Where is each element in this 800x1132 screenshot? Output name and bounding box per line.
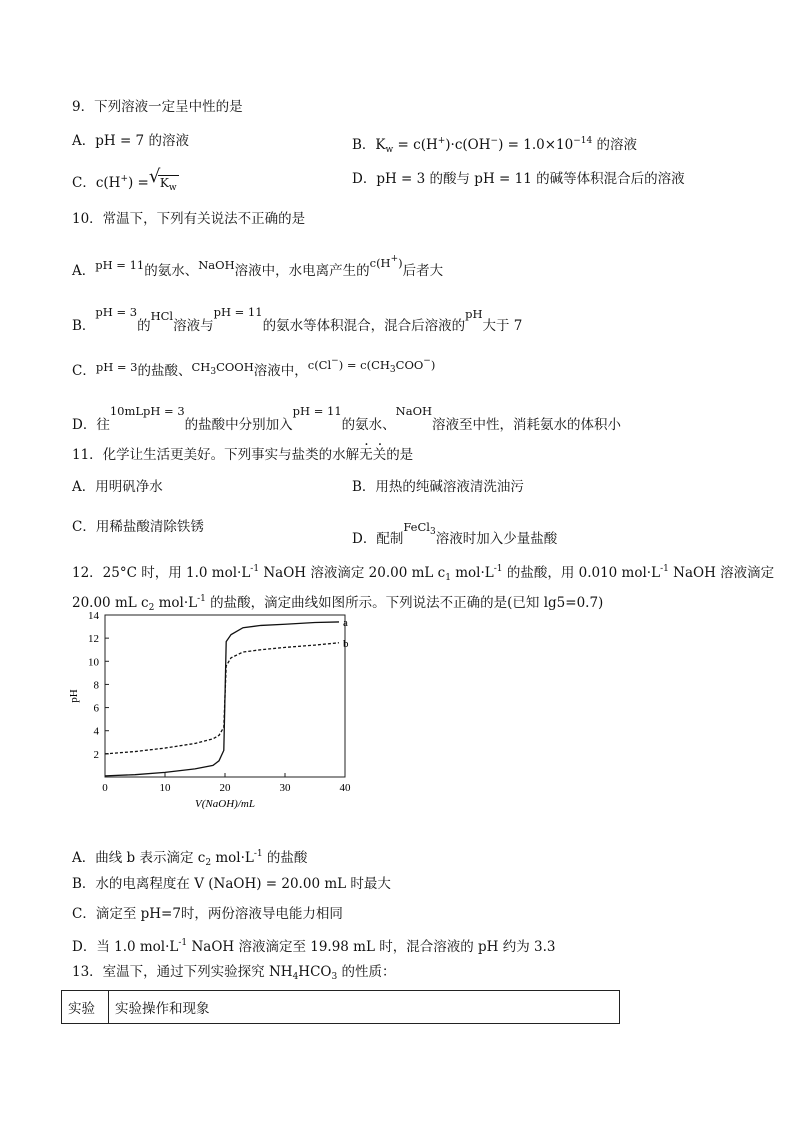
q11-stem: 11．化学让生活更美好。下列事实与盐类的水解无关的是 bbox=[72, 447, 414, 463]
x-tick-label: 0 bbox=[102, 782, 108, 794]
y-tick-label: 12 bbox=[88, 633, 99, 646]
y-tick-label: 6 bbox=[93, 702, 99, 715]
q10-option-b: B．pH = 3的HCl溶液与pH = 11的氨水等体积混合，混合后溶液的pH大于 7 bbox=[72, 305, 523, 334]
x-tick-label: 10 bbox=[159, 782, 171, 794]
q11-option-a: A．用明矾净水 bbox=[72, 479, 163, 495]
q12-stem-line1: 12．25°C 时，用 1.0 $mol\cdot L^{-1}$ NaOH 溶液滴定 20.00 mL $c_1$ $mol\cdot L^{-1}$ 的盐酸，用 0.010 $mol\cdot L^{-1}$ NaOH 溶液滴定 bbox=[72, 564, 775, 583]
table-row bbox=[62, 991, 620, 1024]
q9-option-d: D．pH = 3 的酸与 pH = 11 的碱等体积混合后的溶液 bbox=[352, 171, 685, 187]
table-header-procedure: 实验操作和现象 bbox=[109, 991, 620, 1024]
q12-stem-line2: 20.00 mL $c_2$ $mol\cdot L^{-1}$ 的盐酸，滴定曲线如图所示。下列说法不正确的是(已知 lg5=0.7) bbox=[72, 594, 604, 613]
q9-option-b: B．$K_w = c(H^+)\cdot c(OH^-) = 1.0\times 10^{-14}$ 的溶液 bbox=[352, 136, 637, 155]
q10-stem: 10．常温下，下列有关说法不正确的是 bbox=[72, 211, 306, 227]
table-header-experiment: 实验 bbox=[62, 991, 109, 1024]
q13-table bbox=[61, 990, 620, 1024]
q12-option-b: B．水的电离程度在 V (NaOH) = 20.00 mL 时最大 bbox=[72, 876, 391, 892]
y-tick-label: 2 bbox=[93, 748, 99, 761]
x-tick-label: 30 bbox=[279, 782, 291, 794]
x-tick-label: 20 bbox=[219, 782, 231, 794]
q12-option-d: D．当 1.0 $mol\cdot L^{-1}$ NaOH 溶液滴定至 19.98 mL 时，混合溶液的 pH 约为 3.3 bbox=[72, 938, 556, 955]
y-tick-label: 14 bbox=[88, 610, 99, 622]
sqrt-symbol: √ $K_w$ bbox=[148, 166, 177, 193]
q9-option-a: A．pH = 7 的溶液 bbox=[72, 133, 189, 149]
series-line-b bbox=[105, 643, 339, 754]
series-label-b: b bbox=[343, 637, 349, 650]
series-label-a: a bbox=[343, 616, 348, 629]
q10-option-c: C．pH = 3的盐酸、$CH_3COOH$溶液中，$c(Cl^-) = c(CH_3COO^-)$ bbox=[72, 356, 436, 379]
x-axis-label: V(NaOH)/mL bbox=[195, 798, 255, 810]
y-tick-label: 8 bbox=[93, 679, 99, 692]
q9-stem: 9．下列溶液一定呈中性的是 bbox=[72, 99, 243, 115]
q12-option-c: C．滴定至 pH=7时，两份溶液导电能力相同 bbox=[72, 906, 343, 922]
y-axis-label: pH bbox=[68, 689, 80, 703]
q10-option-d: D．往10mLpH = 3的盐酸中分别加入pH = 11的氨水、NaOH溶液至中性，消耗氨水的体积小 bbox=[72, 404, 622, 433]
q10-option-a: A．pH = 11的氨水、NaOH溶液中，水电离产生的c(H+)后者大 bbox=[72, 254, 444, 279]
x-tick-label: 40 bbox=[339, 782, 351, 794]
y-tick-label: 10 bbox=[88, 656, 99, 669]
titration-chart bbox=[60, 607, 360, 817]
y-tick-label: 4 bbox=[93, 725, 99, 738]
q12-option-a: A．曲线 b 表示滴定 $c_2$ $mol\cdot L^{-1}$ 的盐酸 bbox=[72, 849, 308, 868]
q9-option-c: C．c(H+) = √ $K_w$ bbox=[72, 170, 179, 197]
q11-option-d: D．配制FeCl$_3$溶液时加入少量盐酸 bbox=[352, 520, 558, 547]
q13-stem: 13．室温下，通过下列实验探究 $NH_4HCO_3$ 的性质： bbox=[72, 964, 396, 982]
q11-option-c: C．用稀盐酸清除铁锈 bbox=[72, 519, 204, 535]
series-line-a bbox=[105, 622, 339, 776]
q11-option-b: B．用热的纯碱溶液清洗油污 bbox=[352, 479, 524, 495]
